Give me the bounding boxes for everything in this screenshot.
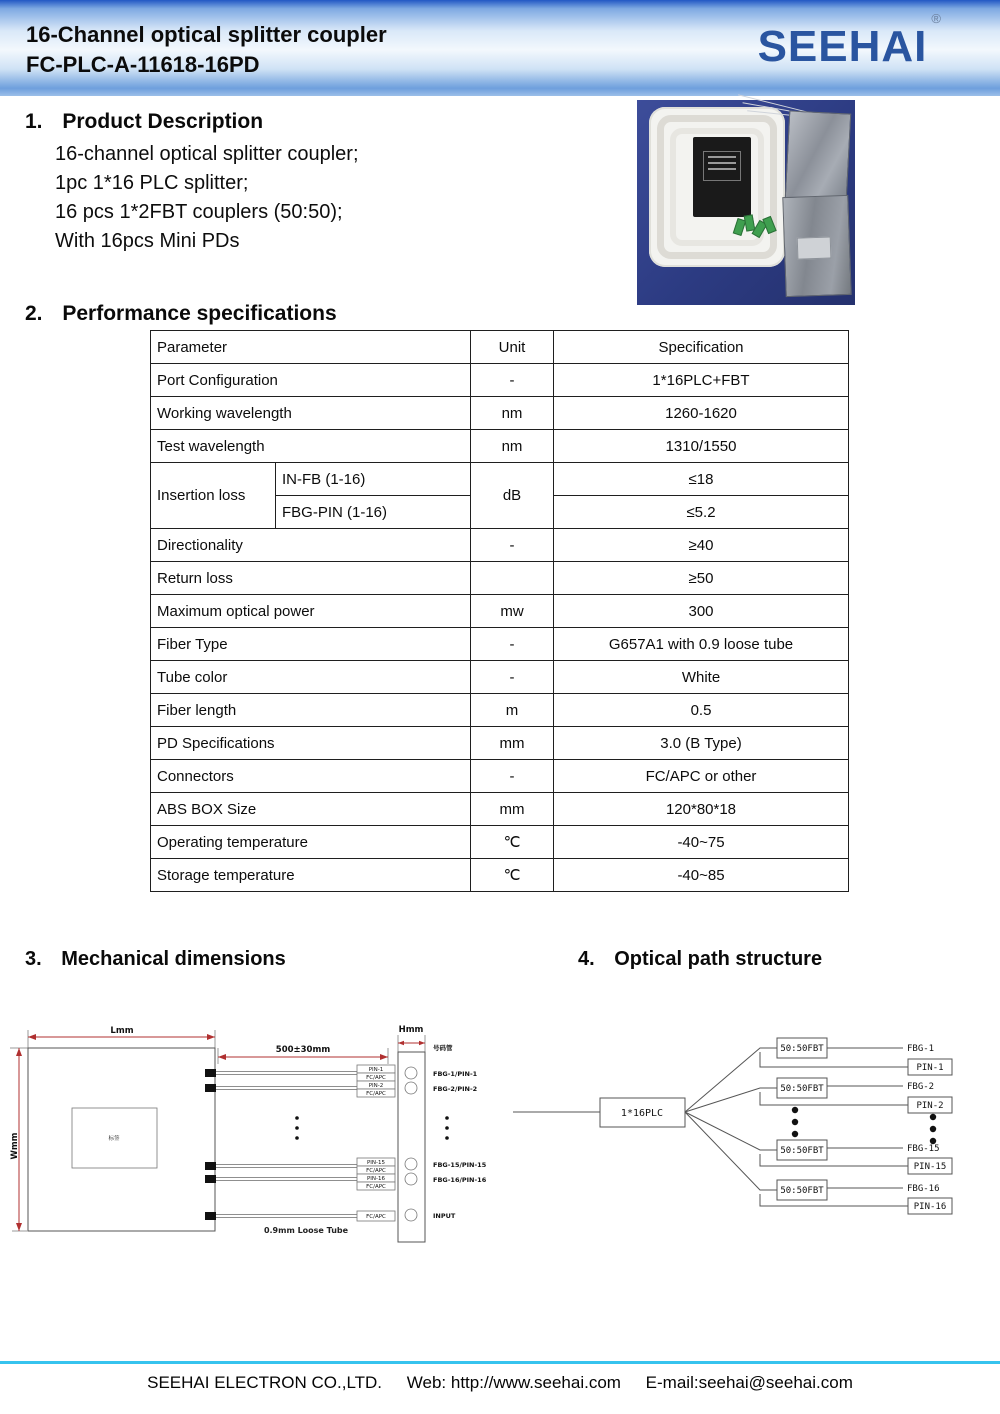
pigtail-connector-label: FC/APC bbox=[366, 1184, 386, 1190]
table-row: Connectors - FC/APC or other bbox=[151, 760, 849, 793]
loose-tube-note: 0.9mm Loose Tube bbox=[263, 1226, 349, 1235]
pigtail-connector-label: FC/APC bbox=[366, 1075, 386, 1081]
section-3-number: 3. bbox=[25, 948, 42, 970]
fbg-output-label: FBG-16 bbox=[907, 1184, 940, 1194]
table-row: Port Configuration - 1*16PLC+FBT bbox=[151, 364, 849, 397]
photo-antistatic-bag bbox=[782, 195, 851, 297]
fbg-output-label: FBG-1 bbox=[907, 1044, 935, 1054]
fbt-coupler-box: 50:50FBT bbox=[780, 1044, 824, 1054]
fbt-coupler-box: 50:50FBT bbox=[780, 1186, 824, 1196]
product-model: FC-PLC-A-11618-16PD bbox=[26, 52, 260, 77]
pin-output-box: PIN-16 bbox=[913, 1202, 947, 1212]
panel-port-label: FBG-15/PIN-15 bbox=[433, 1161, 487, 1169]
product-photo bbox=[637, 100, 855, 305]
section-2-heading bbox=[25, 302, 337, 326]
pigtail-pin-label: PIN-2 bbox=[368, 1083, 384, 1089]
fbt-coupler-box: 50:50FBT bbox=[780, 1084, 824, 1094]
section-2-title: Performance specifications bbox=[62, 302, 337, 325]
registered-trademark-icon: ® bbox=[931, 11, 942, 27]
table-row: Operating temperature ℃ -40~75 bbox=[151, 826, 849, 859]
section-4-heading bbox=[578, 948, 822, 971]
fbg-output-label: FBG-15 bbox=[907, 1144, 940, 1154]
product-title: 16-Channel optical splitter coupler bbox=[26, 22, 387, 47]
fbg-output-label: FBG-2 bbox=[907, 1082, 935, 1092]
pigtail-pin-label: PIN-16 bbox=[366, 1176, 386, 1182]
table-header-row bbox=[151, 331, 849, 364]
header-titles bbox=[26, 20, 387, 80]
table-row-insertion-loss: Insertion loss IN-FB (1-16) dB ≤18 bbox=[151, 463, 849, 496]
panel-port-label: FBG-1/PIN-1 bbox=[433, 1070, 478, 1078]
section-2-number: 2. bbox=[25, 302, 43, 325]
table-row-insertion-loss: FBG-PIN (1-16) ≤5.2 bbox=[151, 496, 849, 529]
photo-antistatic-bag bbox=[785, 110, 852, 201]
table-row: Test wavelength nm 1310/1550 bbox=[151, 430, 849, 463]
col-header-specification: Specification bbox=[554, 331, 849, 364]
pin-output-box: PIN-2 bbox=[916, 1101, 944, 1111]
fbt-coupler-box: 50:50FBT bbox=[780, 1146, 824, 1156]
section-1-title: Product Description bbox=[62, 110, 264, 133]
inner-label: 标签 bbox=[108, 1136, 120, 1142]
table-row: Working wavelength nm 1260-1620 bbox=[151, 397, 849, 430]
dim-width-label: Wmm bbox=[10, 1132, 20, 1160]
description-line: 16 pcs 1*2FBT couplers (50:50); bbox=[55, 201, 343, 223]
plc-splitter-box: 1*16PLC bbox=[620, 1108, 664, 1119]
description-line: 1pc 1*16 PLC splitter; bbox=[55, 172, 249, 194]
section-3-title: Mechanical dimensions bbox=[61, 948, 286, 970]
pigtail-connector-label: FC/APC bbox=[366, 1168, 386, 1174]
optical-path-diagram bbox=[505, 1025, 990, 1225]
table-row: Tube color - White bbox=[151, 661, 849, 694]
table-row: Return loss ≥50 bbox=[151, 562, 849, 595]
section-1-number: 1. bbox=[25, 110, 43, 133]
description-line: 16-channel optical splitter coupler; bbox=[55, 143, 359, 165]
table-row: Fiber length m 0.5 bbox=[151, 694, 849, 727]
pigtail-pin-label: PIN-1 bbox=[368, 1067, 384, 1073]
section-1-heading bbox=[25, 110, 263, 134]
footer-email: E-mail:seehai@seehai.com bbox=[645, 1373, 853, 1392]
table-row: Directionality - ≥40 bbox=[151, 529, 849, 562]
section-4-title: Optical path structure bbox=[614, 948, 823, 970]
panel-port-label: FBG-2/PIN-2 bbox=[433, 1085, 478, 1093]
footer-divider bbox=[0, 1361, 1000, 1364]
product-description bbox=[55, 140, 359, 256]
table-row: ABS BOX Size mm 120*80*18 bbox=[151, 793, 849, 826]
pin-output-box: PIN-15 bbox=[913, 1162, 947, 1172]
col-header-unit: Unit bbox=[471, 331, 554, 364]
brand-logo bbox=[757, 11, 942, 72]
photo-abs-box bbox=[693, 137, 751, 217]
footer-website: Web: http://www.seehai.com bbox=[406, 1373, 621, 1392]
mechanical-dimensions-diagram bbox=[10, 1018, 505, 1270]
section-3-heading bbox=[25, 948, 286, 971]
col-header-parameter: Parameter bbox=[151, 331, 471, 364]
input-connector-label: FC/APC bbox=[366, 1214, 386, 1220]
panel-port-label: FBG-16/PIN-16 bbox=[433, 1176, 487, 1184]
table-row: Fiber Type - G657A1 with 0.9 loose tube bbox=[151, 628, 849, 661]
photo-connectors bbox=[735, 215, 781, 241]
pin-output-box: PIN-1 bbox=[916, 1063, 944, 1073]
section-4-number: 4. bbox=[578, 948, 595, 970]
footer bbox=[0, 1373, 1000, 1393]
description-line: With 16pcs Mini PDs bbox=[55, 230, 240, 252]
performance-spec-table bbox=[150, 330, 849, 892]
brand-name: SEEHAI bbox=[757, 22, 928, 71]
footer-company: SEEHAI ELECTRON CO.,LTD. bbox=[147, 1373, 383, 1392]
pigtail-connector-label: FC/APC bbox=[366, 1091, 386, 1097]
page-header bbox=[0, 0, 1000, 96]
photo-white-tray bbox=[649, 107, 785, 267]
tube-number-label: 号码管 bbox=[433, 1044, 453, 1052]
table-row: Storage temperature ℃ -40~85 bbox=[151, 859, 849, 892]
pigtail-length-label: 500±30mm bbox=[275, 1045, 331, 1055]
dim-length-label: Lmm bbox=[110, 1026, 134, 1036]
dim-height-label: Hmm bbox=[398, 1025, 424, 1035]
panel-input-label: INPUT bbox=[433, 1212, 456, 1220]
table-row: Maximum optical power mw 300 bbox=[151, 595, 849, 628]
table-row: PD Specifications mm 3.0 (B Type) bbox=[151, 727, 849, 760]
pigtail-pin-label: PIN-15 bbox=[366, 1160, 386, 1166]
